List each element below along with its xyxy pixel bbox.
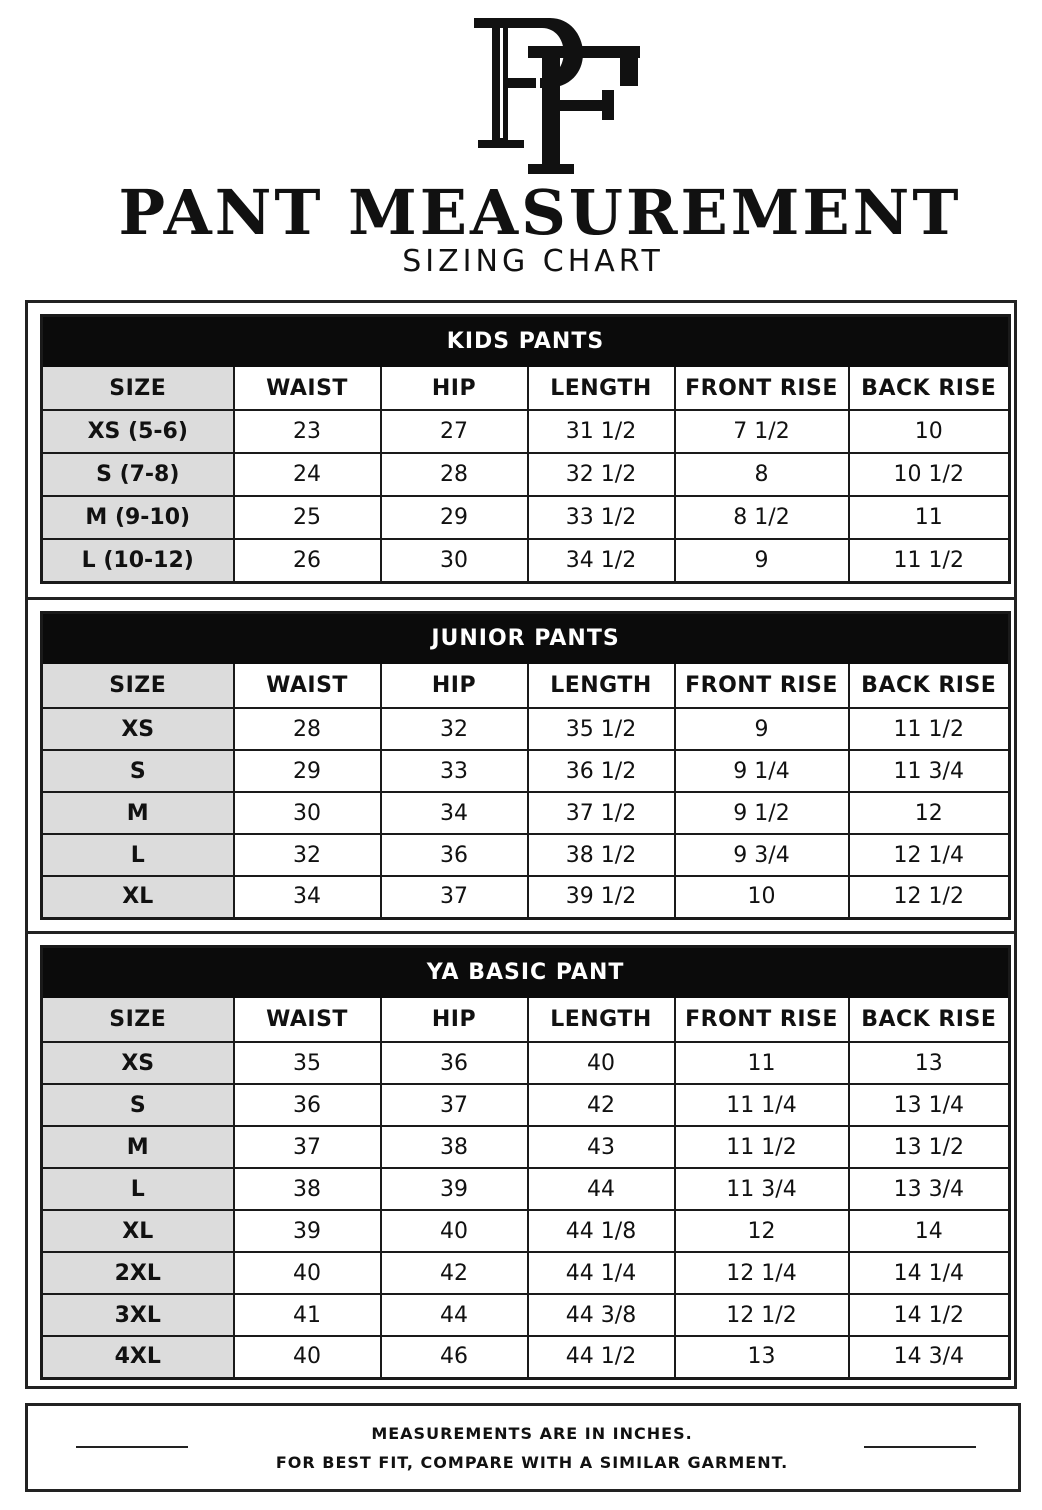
- column-header: BACK RISE: [849, 997, 1010, 1042]
- column-header: FRONT RISE: [675, 663, 849, 708]
- table-cell: 12: [849, 792, 1010, 834]
- size-cell: XL: [42, 1210, 234, 1252]
- table-cell: 11 3/4: [849, 750, 1010, 792]
- table-cell: 11 1/2: [675, 1126, 849, 1168]
- table-cell: 36 1/2: [528, 750, 675, 792]
- table-cell: 27: [381, 410, 528, 453]
- table-cell: 26: [234, 539, 381, 582]
- table-cell: 8 1/2: [675, 496, 849, 539]
- table-cell: 37: [381, 876, 528, 918]
- junior-pants-panel: [25, 597, 1017, 935]
- column-header: FRONT RISE: [675, 366, 849, 410]
- size-cell: 4XL: [42, 1336, 234, 1378]
- table-cell: 9: [675, 539, 849, 582]
- size-cell: 2XL: [42, 1252, 234, 1294]
- table-cell: 28: [381, 453, 528, 496]
- table-cell: 39 1/2: [528, 876, 675, 918]
- size-cell: S (7-8): [42, 453, 234, 496]
- table-cell: 44 1/2: [528, 1336, 675, 1378]
- table-cell: 44 1/4: [528, 1252, 675, 1294]
- size-cell: S: [42, 1084, 234, 1126]
- table-cell: 32 1/2: [528, 453, 675, 496]
- table-cell: 7 1/2: [675, 410, 849, 453]
- table-cell: 30: [234, 792, 381, 834]
- size-cell: M: [42, 1126, 234, 1168]
- table-row: [42, 1168, 1010, 1210]
- table-cell: 42: [528, 1084, 675, 1126]
- table-cell: 9 1/2: [675, 792, 849, 834]
- column-header: SIZE: [42, 663, 234, 708]
- junior-pants-table: [40, 611, 1011, 920]
- table-cell: 12 1/4: [849, 834, 1010, 876]
- table-cell: 29: [234, 750, 381, 792]
- table-cell: 13 3/4: [849, 1168, 1010, 1210]
- table-cell: 33: [381, 750, 528, 792]
- table-cell: 31 1/2: [528, 410, 675, 453]
- table-cell: 35: [234, 1042, 381, 1084]
- table-cell: 11 1/2: [849, 708, 1010, 750]
- table-cell: 11: [675, 1042, 849, 1084]
- column-header: FRONT RISE: [675, 997, 849, 1042]
- table-cell: 33 1/2: [528, 496, 675, 539]
- table-cell: 44: [528, 1168, 675, 1210]
- table-cell: 32: [234, 834, 381, 876]
- column-header: SIZE: [42, 366, 234, 410]
- table-row: [42, 708, 1010, 750]
- table-cell: 13: [675, 1336, 849, 1378]
- column-header: SIZE: [42, 997, 234, 1042]
- table-cell: 14: [849, 1210, 1010, 1252]
- table-cell: 43: [528, 1126, 675, 1168]
- table-cell: 40: [234, 1336, 381, 1378]
- table-cell: 14 1/4: [849, 1252, 1010, 1294]
- table-cell: 28: [234, 708, 381, 750]
- column-header: LENGTH: [528, 997, 675, 1042]
- table-cell: 44: [381, 1294, 528, 1336]
- size-cell: S: [42, 750, 234, 792]
- table-cell: 39: [381, 1168, 528, 1210]
- table-row: [42, 876, 1010, 918]
- table-cell: 34: [234, 876, 381, 918]
- table-cell: 36: [381, 834, 528, 876]
- table-row: [42, 792, 1010, 834]
- size-cell: M (9-10): [42, 496, 234, 539]
- column-header: WAIST: [234, 366, 381, 410]
- table-row: [42, 834, 1010, 876]
- page-title: PANT MEASUREMENT: [118, 176, 962, 249]
- header-row: [42, 663, 1010, 708]
- table-cell: 32: [381, 708, 528, 750]
- column-header: BACK RISE: [849, 366, 1010, 410]
- table-title: JUNIOR PANTS: [42, 613, 1010, 664]
- table-cell: 35 1/2: [528, 708, 675, 750]
- table-cell: 8: [675, 453, 849, 496]
- table-cell: 11 1/4: [675, 1084, 849, 1126]
- table-cell: 12 1/2: [675, 1294, 849, 1336]
- table-cell: 11 3/4: [675, 1168, 849, 1210]
- table-cell: 11: [849, 496, 1010, 539]
- table-cell: 10: [675, 876, 849, 918]
- table-cell: 13 1/2: [849, 1126, 1010, 1168]
- header-row: [42, 366, 1010, 410]
- table-cell: 40: [234, 1252, 381, 1294]
- table-title: KIDS PANTS: [42, 316, 1010, 367]
- table-row: [42, 1126, 1010, 1168]
- table-cell: 12: [675, 1210, 849, 1252]
- table-cell: 23: [234, 410, 381, 453]
- table-row: [42, 410, 1010, 453]
- table-row: [42, 1336, 1010, 1378]
- page-subtitle: SIZING CHART: [402, 244, 664, 279]
- table-row: [42, 1294, 1010, 1336]
- table-row: [42, 1042, 1010, 1084]
- table-cell: 10 1/2: [849, 453, 1010, 496]
- table-cell: 14 3/4: [849, 1336, 1010, 1378]
- table-row: [42, 1210, 1010, 1252]
- table-cell: 40: [381, 1210, 528, 1252]
- table-cell: 24: [234, 453, 381, 496]
- divider: [76, 1446, 188, 1448]
- column-header: HIP: [381, 997, 528, 1042]
- column-header: WAIST: [234, 663, 381, 708]
- table-cell: 40: [528, 1042, 675, 1084]
- table-cell: 37 1/2: [528, 792, 675, 834]
- footer-note-box: [25, 1403, 1021, 1492]
- table-cell: 12 1/2: [849, 876, 1010, 918]
- footer-note-line: FOR BEST FIT, COMPARE WITH A SIMILAR GARMENT.: [275, 1453, 789, 1472]
- table-row: [42, 453, 1010, 496]
- table-cell: 9 3/4: [675, 834, 849, 876]
- ya-basic-pant-panel: [25, 931, 1017, 1389]
- table-cell: 41: [234, 1294, 381, 1336]
- table-cell: 39: [234, 1210, 381, 1252]
- column-header: LENGTH: [528, 663, 675, 708]
- table-row: [42, 750, 1010, 792]
- table-row: [42, 1252, 1010, 1294]
- table-cell: 34: [381, 792, 528, 834]
- table-row: [42, 1084, 1010, 1126]
- table-cell: 38: [234, 1168, 381, 1210]
- kids-pants-panel: [25, 300, 1017, 601]
- table-row: [42, 539, 1010, 582]
- column-header: HIP: [381, 663, 528, 708]
- size-cell: L (10-12): [42, 539, 234, 582]
- column-header: WAIST: [234, 997, 381, 1042]
- table-cell: 36: [234, 1084, 381, 1126]
- ya-basic-pant-table: [40, 945, 1011, 1380]
- size-cell: XS: [42, 708, 234, 750]
- table-cell: 13 1/4: [849, 1084, 1010, 1126]
- footer-note-line: MEASUREMENTS ARE IN INCHES.: [371, 1424, 693, 1443]
- table-cell: 37: [234, 1126, 381, 1168]
- table-cell: 30: [381, 539, 528, 582]
- table-cell: 10: [849, 410, 1010, 453]
- table-cell: 38: [381, 1126, 528, 1168]
- table-cell: 44 3/8: [528, 1294, 675, 1336]
- column-header: LENGTH: [528, 366, 675, 410]
- size-cell: 3XL: [42, 1294, 234, 1336]
- table-cell: 12 1/4: [675, 1252, 849, 1294]
- table-cell: 11 1/2: [849, 539, 1010, 582]
- table-cell: 44 1/8: [528, 1210, 675, 1252]
- divider: [864, 1446, 976, 1448]
- table-title: YA BASIC PANT: [42, 947, 1010, 998]
- size-cell: L: [42, 1168, 234, 1210]
- table-cell: 9: [675, 708, 849, 750]
- pf-logo: [470, 14, 650, 179]
- table-cell: 38 1/2: [528, 834, 675, 876]
- table-row: [42, 496, 1010, 539]
- table-cell: 36: [381, 1042, 528, 1084]
- table-cell: 46: [381, 1336, 528, 1378]
- table-cell: 14 1/2: [849, 1294, 1010, 1336]
- table-cell: 37: [381, 1084, 528, 1126]
- table-cell: 42: [381, 1252, 528, 1294]
- size-cell: L: [42, 834, 234, 876]
- size-cell: XL: [42, 876, 234, 918]
- size-cell: XS (5-6): [42, 410, 234, 453]
- header-row: [42, 997, 1010, 1042]
- table-cell: 29: [381, 496, 528, 539]
- table-cell: 9 1/4: [675, 750, 849, 792]
- table-cell: 34 1/2: [528, 539, 675, 582]
- column-header: BACK RISE: [849, 663, 1010, 708]
- column-header: HIP: [381, 366, 528, 410]
- size-cell: XS: [42, 1042, 234, 1084]
- table-cell: 13: [849, 1042, 1010, 1084]
- table-cell: 25: [234, 496, 381, 539]
- kids-pants-table: [40, 314, 1011, 584]
- size-cell: M: [42, 792, 234, 834]
